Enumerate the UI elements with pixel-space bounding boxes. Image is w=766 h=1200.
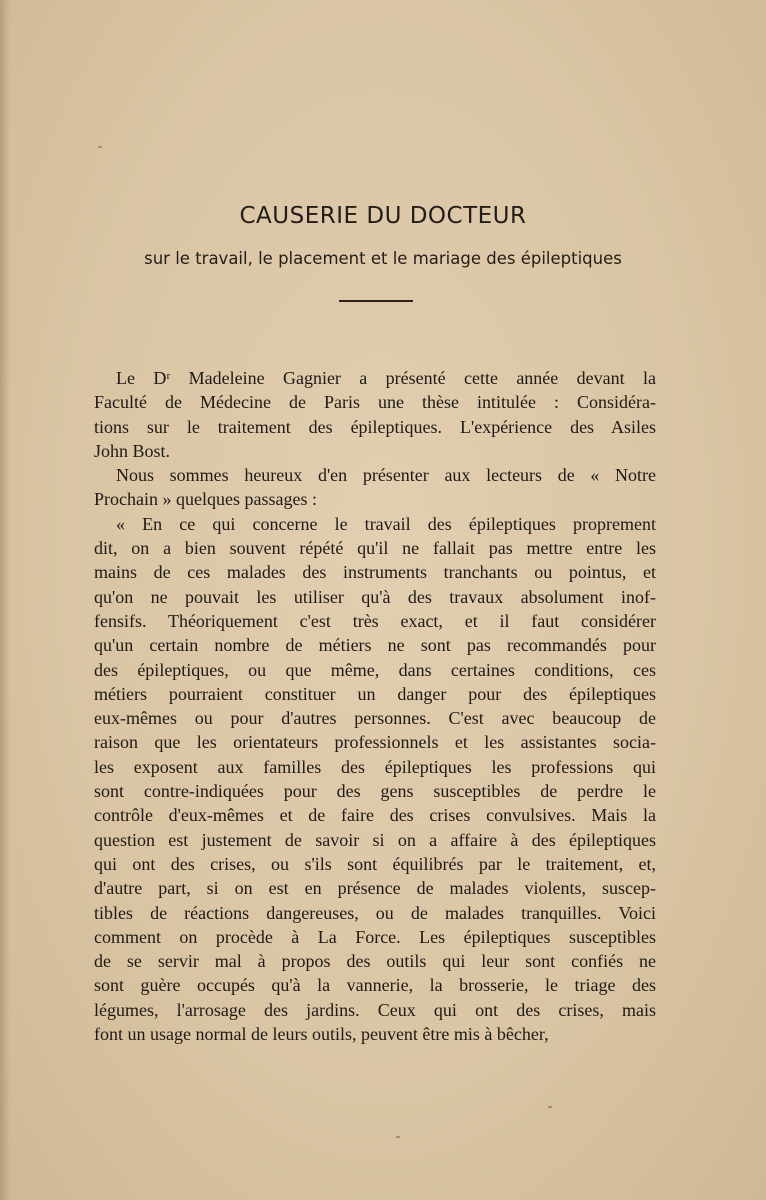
text-line: contrôle d'eux-mêmes et de faire des crises convulsives. Mais la: [94, 805, 656, 826]
text-line: fensifs. Théoriquement c'est très exact, et il faut considérer: [94, 610, 656, 631]
text-line: qu'on ne pouvait les utiliser qu'à des travaux absolument inof-: [94, 586, 656, 607]
text-line: Le Dʳ Madeleine Gagnier a présenté cette année devant la: [116, 368, 656, 388]
text-line: dit, on a bien souvent répété qu'il ne fallait pas mettre entre les: [94, 538, 656, 559]
text-line: raison que les orientateurs professionnels et les assistantes socia-: [94, 732, 656, 753]
text-line: qu'un certain nombre de métiers ne sont pas recommandés pour: [94, 635, 656, 656]
document-title: CAUSERIE DU DOCTEUR: [239, 203, 527, 229]
paper-speck: [98, 146, 102, 148]
text-line: sont contre-indiquées pour des gens susceptibles de perdre le: [94, 781, 656, 802]
text-line: comment on procède à La Force. Les épileptiques susceptibles: [94, 926, 656, 947]
text-line: Faculté de Médecine de Paris une thèse intitulée : Considéra-: [94, 392, 656, 413]
text-line: qui ont des crises, ou s'ils sont équilibrés par le traitement, et,: [94, 853, 656, 874]
text-line: Prochain » quelques passages :: [94, 489, 317, 510]
paper-speck: [548, 1106, 552, 1108]
text-line: Nous sommes heureux d'en présenter aux lecteurs de « Notre: [116, 465, 656, 486]
paper-speck: [396, 1136, 400, 1138]
text-line: question est justement de savoir si on a affaire à des épileptiques: [94, 829, 656, 850]
paragraph-readers: [94, 463, 656, 512]
text-line: les exposent aux familles des épileptiques les professions qui: [94, 756, 656, 777]
section-divider: [339, 300, 413, 302]
text-line: font un usage normal de leurs outils, peuvent être mis à bêcher,: [94, 1024, 549, 1045]
text-line: tions sur le traitement des épileptiques. L'expérience des Asiles: [94, 416, 656, 437]
text-line: de se servir mal à propos des outils qui leur sont confiés ne: [94, 951, 656, 972]
text-line: « En ce qui concerne le travail des épileptiques proprement: [116, 513, 656, 534]
document-subtitle: sur le travail, le placement et le mariage des épileptiques: [144, 249, 622, 268]
paragraph-quote: [94, 512, 656, 1047]
page-edge-shadow: [0, 0, 10, 1200]
text-line: tibles de réactions dangereuses, ou de malades tranquilles. Voici: [94, 902, 656, 923]
text-line: John Bost.: [94, 440, 171, 461]
text-line: mains de ces malades des instruments tranchants ou pointus, et: [94, 562, 656, 583]
text-line: d'autre part, si on est en présence de malades violents, suscep-: [94, 878, 656, 899]
text-line: sont guère occupés qu'à la vannerie, la brosserie, le triage des: [94, 975, 656, 996]
paragraph-intro: [94, 366, 656, 463]
text-line: des épileptiques, ou que même, dans certaines conditions, ces: [94, 659, 656, 680]
text-line: légumes, l'arrosage des jardins. Ceux qui ont des crises, mais: [94, 999, 656, 1020]
text-line: eux-mêmes ou pour d'autres personnes. C'est avec beaucoup de: [94, 708, 656, 729]
article-body: [94, 366, 656, 1046]
text-line: métiers pourraient constituer un danger pour des épileptiques: [94, 683, 656, 704]
